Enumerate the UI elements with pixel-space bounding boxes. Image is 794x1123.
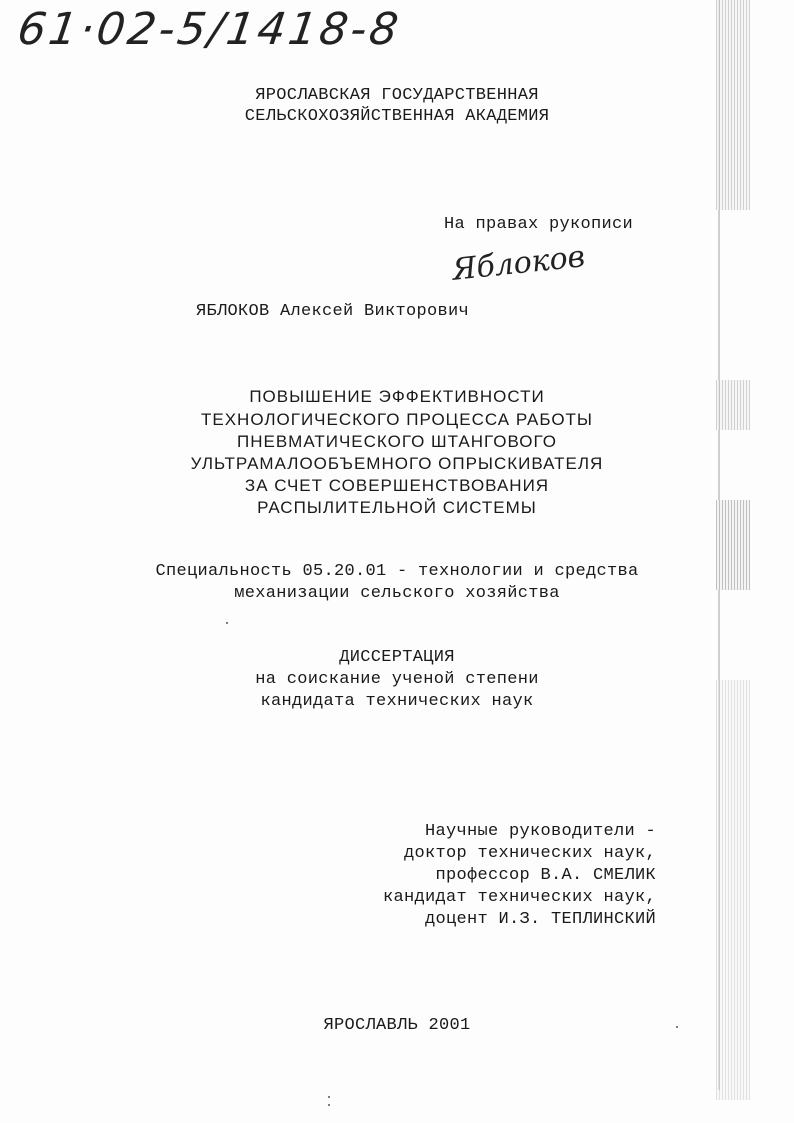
scan-shade-mid [716, 380, 750, 430]
institution-line-2: СЕЛЬСКОХОЗЯЙСТВЕННАЯ АКАДЕМИЯ [244, 107, 550, 126]
archive-code: 61·02-5/1418-8 [14, 4, 405, 55]
degree-line-1: на соискание ученой степени [255, 670, 539, 689]
thesis-title-line-2: ТЕХНОЛОГИЧЕСКОГО ПРОЦЕССА РАБОТЫ [201, 410, 593, 429]
thesis-title-line-1: ПОВЫШЕНИЕ ЭФФЕКТИВНОСТИ [249, 387, 545, 406]
supervisors-heading: Научные руководители - [424, 822, 656, 841]
scan-shade-dark [716, 500, 750, 590]
scan-edge [708, 0, 794, 1123]
scan-speck [328, 1104, 330, 1106]
thesis-title-line-3: ПНЕВМАТИЧЕСКОГО ШТАНГОВОГО [237, 432, 557, 451]
supervisor-2-degree: кандидат технических наук, [382, 888, 656, 907]
author-signature: Яблоков [450, 239, 587, 288]
scan-speck [676, 1026, 678, 1028]
specialty-line-2: механизации сельского хозяйства [234, 584, 560, 603]
rights-note: На правах рукописи [444, 215, 634, 234]
thesis-title-line-6: РАСПЫЛИТЕЛЬНОЙ СИСТЕМЫ [257, 498, 537, 517]
scan-speck [328, 1096, 330, 1098]
supervisor-2-name: доцент И.З. ТЕПЛИНСКИЙ [424, 910, 656, 929]
author-name: ЯБЛОКОВ Алексей Викторович [196, 302, 470, 321]
scan-shade-top [716, 0, 750, 210]
scan-speck [226, 622, 228, 624]
supervisor-1-name: профессор В.А. СМЕЛИК [435, 866, 656, 885]
degree-line-2: кандидата технических наук [260, 692, 534, 711]
place-year: ЯРОСЛАВЛЬ 2001 [323, 1016, 471, 1035]
scan-shade-bottom [716, 680, 750, 1100]
supervisor-1-degree: доктор технических наук, [403, 844, 656, 863]
dissertation-heading: ДИССЕРТАЦИЯ [339, 648, 455, 667]
thesis-title-line-4: УЛЬТРАМАЛООБЪЕМНОГО ОПРЫСКИВАТЕЛЯ [190, 454, 604, 473]
institution-line-1: ЯРОСЛАВСКАЯ ГОСУДАРСТВЕННАЯ [255, 86, 539, 105]
thesis-title-line-5: ЗА СЧЕТ СОВЕРШЕНСТВОВАНИЯ [244, 476, 550, 495]
specialty-line-1: Специальность 05.20.01 - технологии и средства [155, 562, 639, 581]
